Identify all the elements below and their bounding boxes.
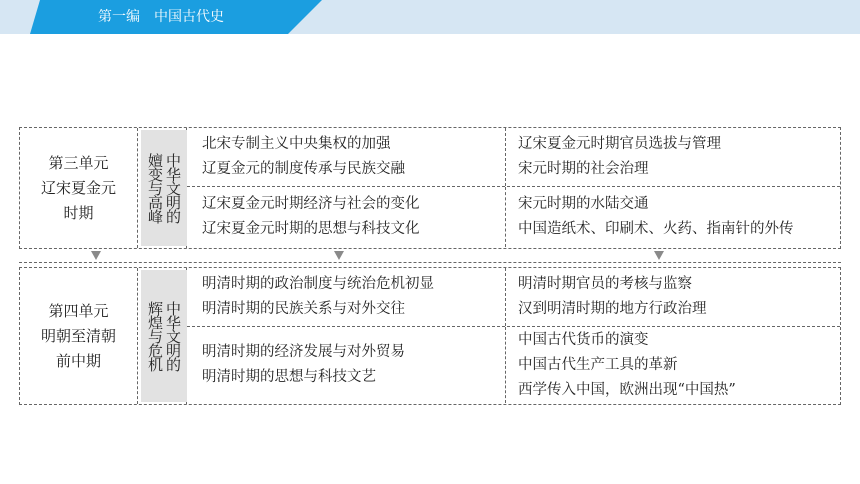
connector-divider	[19, 262, 841, 263]
unit-period: 辽宋夏金元	[40, 178, 116, 197]
topic-line: 明清时期的思想与科技文艺	[202, 369, 376, 385]
unit-period-suffix: 时期	[63, 203, 94, 222]
topic-line: 西学传入中国，欧洲出现“中国热”	[518, 381, 736, 398]
theme-col-1: 中华文明的	[164, 301, 182, 371]
unit-table-4	[19, 267, 841, 405]
topic-line: 明清时期的民族关系与对外交往	[202, 301, 405, 317]
theme-col-2: 辉煌与危机	[146, 301, 164, 371]
topic-line: 明清时期官员的考核与监察	[518, 276, 692, 292]
topic-cell	[508, 327, 840, 403]
unit-table-3	[19, 127, 841, 249]
down-triangle-icon	[91, 251, 101, 260]
topic-line: 中国造纸术、印刷术、火药、指南针的外传	[518, 221, 794, 237]
topic-cell	[508, 268, 840, 326]
topic-line: 宋元时期的水陆交通	[518, 196, 649, 212]
unit-label: 第四单元	[48, 301, 109, 320]
unit-name	[20, 128, 138, 248]
topic-line: 中国古代生产工具的革新	[518, 356, 678, 373]
unit-name	[20, 268, 138, 404]
topic-cell	[190, 128, 506, 186]
chapter-title: 第一编 中国古代史	[98, 9, 224, 25]
theme-col-1: 中华文明的	[164, 153, 182, 223]
topic-line: 辽宋夏金元时期经济与社会的变化	[202, 196, 420, 212]
unit-period: 明朝至清朝	[40, 326, 116, 345]
topic-cell	[508, 128, 840, 186]
topic-line: 明清时期的政治制度与统治危机初显	[202, 276, 434, 292]
unit-label: 第三单元	[48, 153, 109, 172]
topic-cell	[190, 187, 506, 247]
unit-period-suffix: 前中期	[55, 351, 101, 370]
topic-line: 宋元时期的社会治理	[518, 161, 649, 177]
topic-line: 辽宋夏金元时期官员选拔与管理	[518, 136, 721, 152]
down-triangle-icon	[334, 251, 344, 260]
topic-line: 中国古代货币的演变	[518, 331, 649, 348]
down-triangle-icon	[654, 251, 664, 260]
topic-line: 北宋专制主义中央集权的加强	[202, 136, 391, 152]
topic-cell	[508, 187, 840, 247]
topic-line: 明清时期的经济发展与对外贸易	[202, 344, 405, 360]
topic-line: 汉到明清时期的地方行政治理	[518, 301, 707, 317]
theme-cell	[141, 268, 187, 404]
topic-line: 辽宋夏金元时期的思想与科技文化	[202, 221, 420, 237]
topic-cell	[190, 268, 506, 326]
topic-cell	[190, 327, 506, 403]
theme-col-2: 嬗变与高峰	[146, 153, 164, 223]
topic-line: 辽夏金元的制度传承与民族交融	[202, 161, 405, 177]
theme-cell	[141, 128, 187, 248]
